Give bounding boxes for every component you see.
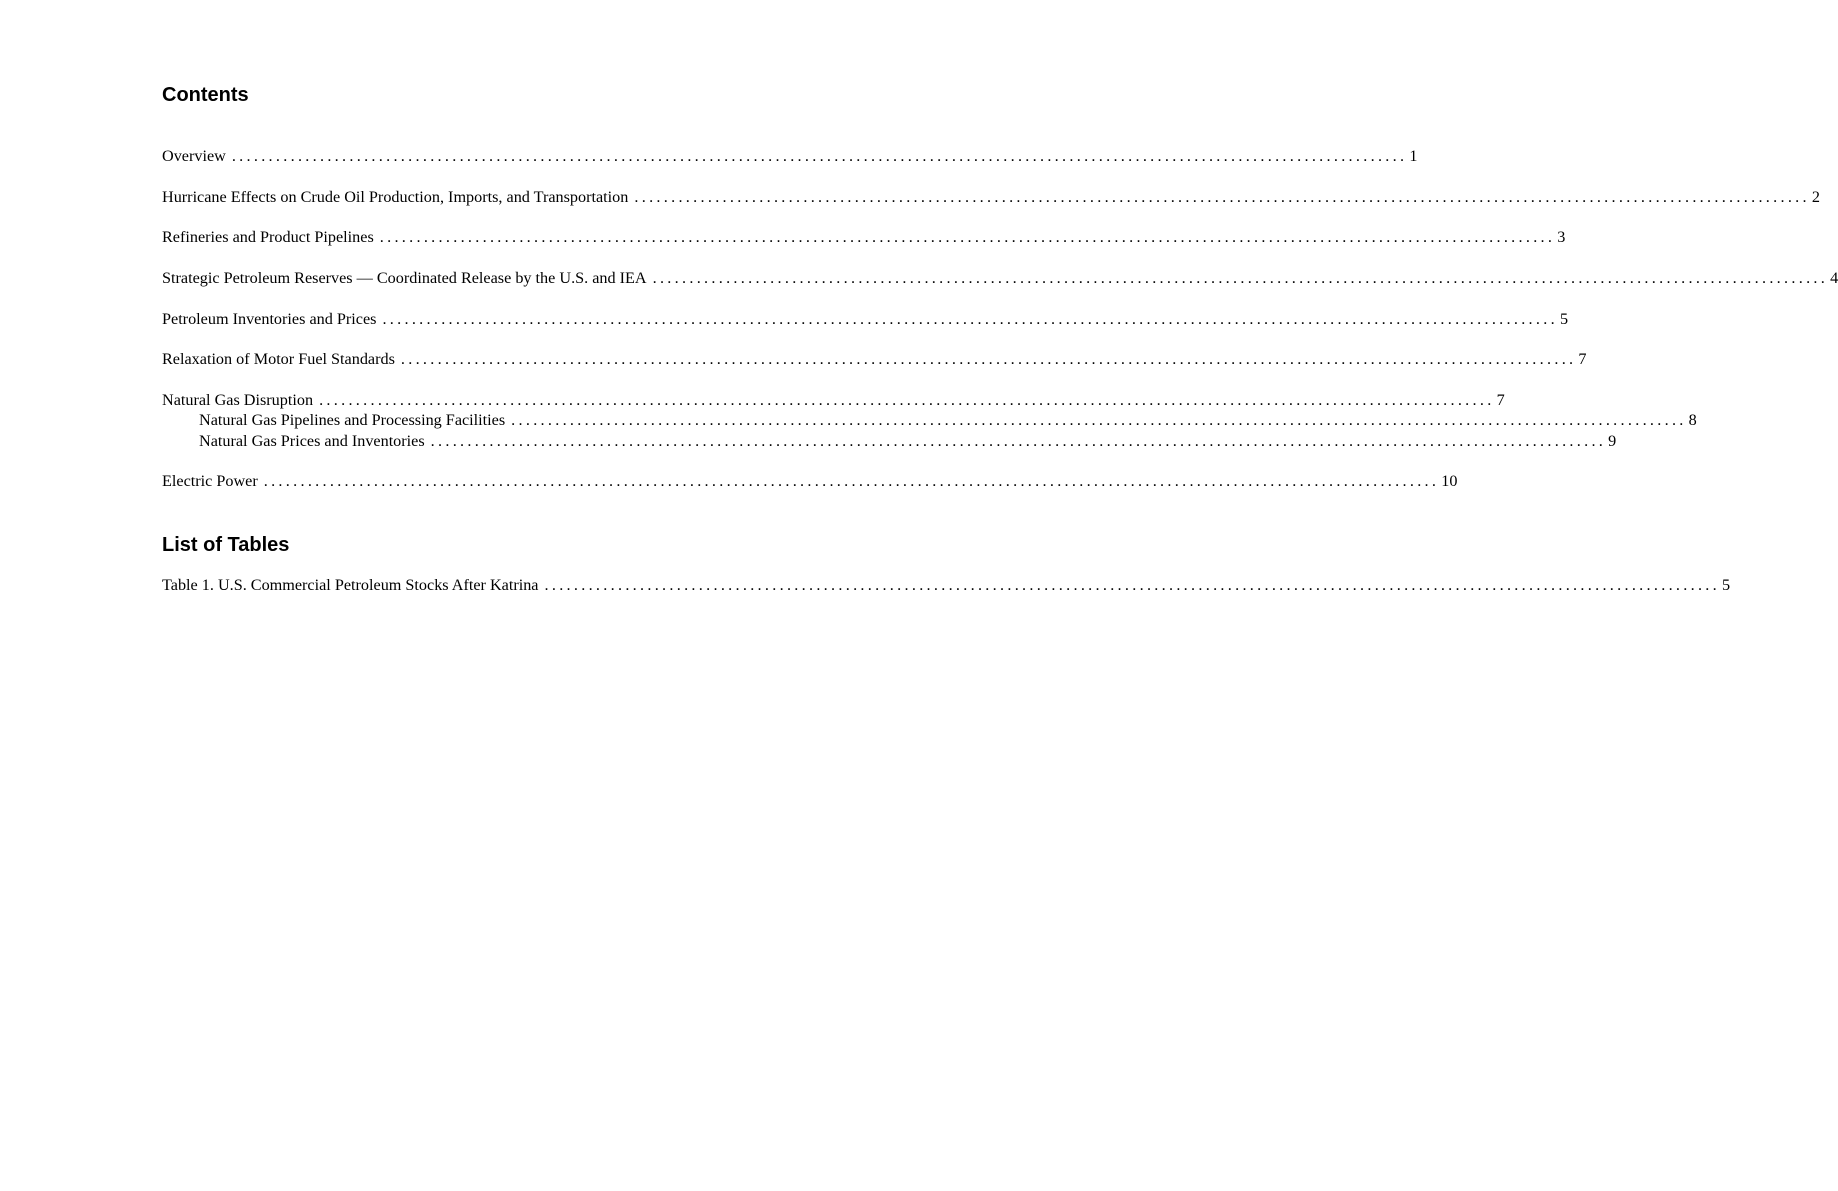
toc-group [162,187,1820,207]
toc-entry-title: Natural Gas Disruption [162,391,314,410]
dot-leader: ................................................................................................................................................................ [379,228,1556,247]
dot-leader: ................................................................................................................................................................ [319,391,1495,410]
toc-entry-title: Strategic Petroleum Reserves — Coordinated Release by the U.S. and IEA [162,269,647,288]
list-of-tables [162,575,1731,616]
toc-entry-page: 1 [1409,147,1418,165]
toc-entry-page: 4 [1830,269,1838,288]
toc-entry-title: Refineries and Product Pipelines [162,228,374,247]
dot-leader: ................................................................................................................................................................ [634,187,1810,206]
toc-entry-natural-gas[interactable] [162,390,1505,410]
toc-group [162,575,1731,595]
toc-entry-overview[interactable] [162,146,1418,166]
toc-entry-title: Natural Gas Prices and Inventories [199,431,425,450]
toc-entry-title: Table 1. U.S. Commercial Petroleum Stocks After Katrina [162,576,539,594]
toc-entry-strategic-reserves[interactable] [162,268,1838,288]
toc-entry-page: 10 [1441,472,1458,491]
toc-entry-page: 7 [1578,350,1587,369]
toc-entry-motor-fuel[interactable] [162,349,1587,369]
toc-entry-page: 5 [1559,309,1569,328]
toc-entry-hurricane-effects[interactable] [162,187,1820,207]
toc-group [162,146,1418,166]
toc-group [162,471,1458,491]
list-of-tables-heading: List of Tables [162,534,290,556]
contents-heading: Contents [162,84,249,106]
toc-group [162,268,1838,288]
toc-entry-title: Petroleum Inventories and Prices [162,309,377,328]
contents-list [162,146,1838,512]
toc-entry-refineries[interactable] [162,227,1566,247]
toc-entry-title: Hurricane Effects on Crude Oil Production, Imports, and Transportation [162,187,629,206]
toc-entry-title: Electric Power [162,472,258,491]
toc-entry-page: 8 [1688,411,1697,430]
dot-leader: ................................................................................................................................................................ [231,147,1408,165]
toc-entry-title: Natural Gas Pipelines and Processing Facilities [199,411,506,430]
toc-entry-page: 3 [1557,228,1566,247]
toc-entry-inventories-prices[interactable] [162,309,1569,329]
toc-subentry-gas-prices[interactable] [162,431,1617,451]
toc-entry-page: 2 [1811,187,1820,206]
toc-entry-title: Overview [162,147,226,165]
toc-entry-page: 9 [1608,431,1617,450]
dot-leader: ................................................................................................................................................................ [400,350,1577,369]
dot-leader: ................................................................................................................................................................ [511,411,1687,430]
toc-group [162,309,1569,329]
toc-entry-table-1[interactable] [162,575,1731,595]
dot-leader: ................................................................................................................................................................ [382,309,1558,328]
dot-leader: ................................................................................................................................................................ [544,576,1720,594]
toc-group [162,349,1587,369]
toc-group [162,390,1697,451]
toc-entry-page: 7 [1496,391,1505,410]
dot-leader: ................................................................................................................................................................ [430,431,1607,450]
dot-leader: ................................................................................................................................................................ [263,472,1440,491]
toc-group [162,227,1566,247]
toc-entry-title: Relaxation of Motor Fuel Standards [162,350,395,369]
dot-leader: ................................................................................................................................................................ [652,269,1829,288]
toc-subentry-pipelines[interactable] [162,410,1697,430]
toc-entry-page: 5 [1722,576,1731,594]
toc-entry-electric-power[interactable] [162,471,1458,491]
